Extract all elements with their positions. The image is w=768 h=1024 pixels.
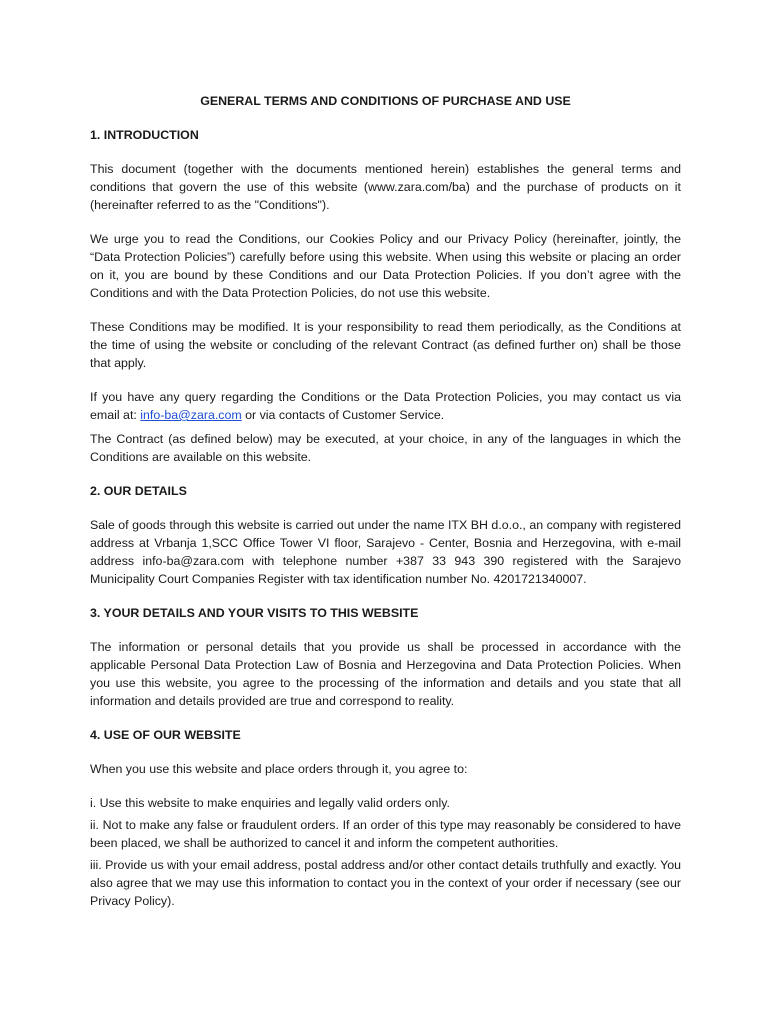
contact-text-before: If you have any query regarding the Conditions or the Data Protection Policies, you may contact us via email at: bbox=[90, 390, 681, 422]
section-heading-your-details: 3. YOUR DETAILS AND YOUR VISITS TO THIS WEBSITE bbox=[90, 606, 419, 620]
document-title: GENERAL TERMS AND CONDITIONS OF PURCHASE AND USE bbox=[200, 94, 571, 108]
section-heading-our-details: 2. OUR DETAILS bbox=[90, 484, 187, 498]
introduction-paragraph-4 bbox=[90, 388, 681, 424]
introduction-paragraph-5: The Contract (as defined below) may be executed, at your choice, in any of the languages in which the Conditions are available on this website. bbox=[90, 432, 681, 464]
section-heading-introduction: 1. INTRODUCTION bbox=[90, 128, 199, 142]
email-link[interactable]: info-ba@zara.com bbox=[140, 408, 242, 422]
our-details-paragraph: Sale of goods through this website is carried out under the name ITX BH d.o.o., an company with registered address at Vrbanja 1,SCC Office Tower VI floor, Sarajevo - Center, Bosnia and Herzegovina, with e-mail address info-ba@zara.com with telephone number +387 33 943 390 registered with the Sarajevo Municipality Court Companies Register with tax identification number No. 4201721340007. bbox=[90, 518, 681, 586]
introduction-paragraph-1: This document (together with the documents mentioned herein) establishes the general terms and conditions that govern the use of this website (www.zara.com/ba) and the purchase of products on it (hereinafter referred to as the "Conditions"). bbox=[90, 162, 681, 212]
document-page bbox=[90, 92, 681, 914]
use-of-website-intro: When you use this website and place orders through it, you agree to: bbox=[90, 762, 468, 776]
contact-text-after: or via contacts of Customer Service. bbox=[241, 408, 445, 422]
list-item: iii. Provide us with your email address, postal address and/or other contact details truthfully and exactly. You also agree that we may use this information to contact you in the context of your order if necessary (see our Privacy Policy). bbox=[90, 858, 681, 908]
introduction-paragraph-2: We urge you to read the Conditions, our Cookies Policy and our Privacy Policy (hereinafter, jointly, the “Data Protection Policies”) carefully before using this website. When using this website or placing an order on it, you are bound by these Conditions and our Data Protection Policies. If you don’t agree with the Conditions and with the Data Protection Policies, do not use this website. bbox=[90, 232, 681, 300]
introduction-paragraph-3: These Conditions may be modified. It is your responsibility to read them periodically, as the Conditions at the time of using the website or concluding of the relevant Contract (as defined further on) shall be those that apply. bbox=[90, 320, 681, 370]
your-details-paragraph: The information or personal details that you provide us shall be processed in accordance with the applicable Personal Data Protection Law of Bosnia and Herzegovina and Data Protection Policies. When you use this website, you agree to the processing of the information and details and you state that all information and details provided are true and correspond to reality. bbox=[90, 640, 681, 708]
list-item: i. Use this website to make enquiries and legally valid orders only. bbox=[90, 796, 450, 810]
section-heading-use-of-website: 4. USE OF OUR WEBSITE bbox=[90, 728, 241, 742]
list-item: ii. Not to make any false or fraudulent orders. If an order of this type may reasonably be considered to have been placed, we shall be authorized to cancel it and inform the competent authorities. bbox=[90, 818, 681, 850]
